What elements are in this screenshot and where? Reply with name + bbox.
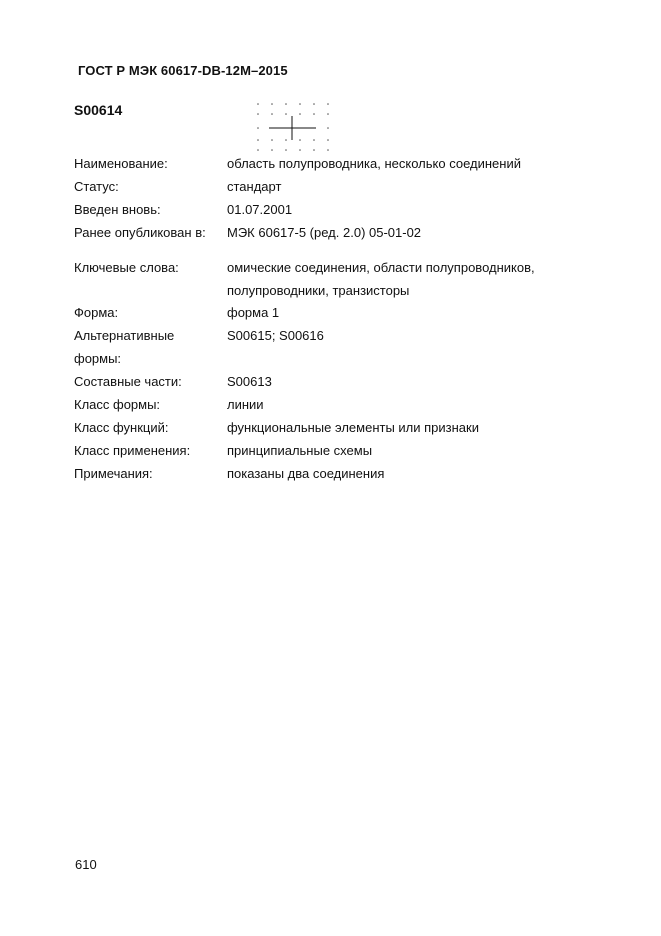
field-value: S00615; S00616: [227, 328, 324, 343]
symbol-graphic: [250, 96, 340, 154]
field-value: линии: [227, 397, 264, 412]
field-value: показаны два соединения: [227, 466, 385, 481]
field-value-line-2: полупроводники, транзисторы: [227, 283, 410, 298]
grid-dots: [257, 103, 329, 151]
field-label: Составные части:: [74, 374, 182, 389]
field-value-line-1: омические соединения, области полупроводников,: [227, 260, 535, 275]
field-label: Введен вновь:: [74, 202, 161, 217]
page-number: 610: [75, 857, 97, 872]
field-keywords: [74, 256, 594, 302]
field-label: Наименование:: [74, 156, 168, 171]
symbol-code: S00614: [74, 102, 123, 118]
field-value: функциональные элементы или признаки: [227, 420, 479, 435]
document-header: ГОСТ Р МЭК 60617-DB-12M–2015: [78, 63, 288, 78]
field-value: принципиальные схемы: [227, 443, 373, 458]
field-label: Ранее опубликован в:: [74, 225, 206, 240]
field-label: Примечания:: [74, 466, 153, 481]
field-value: форма 1: [227, 305, 280, 320]
field-label-line-2: формы:: [74, 351, 122, 366]
field-label: Форма:: [74, 305, 119, 320]
field-label-line-1: Альтернативные: [74, 328, 175, 343]
field-value: 01.07.2001: [227, 202, 293, 217]
field-alternative-forms: [74, 324, 594, 370]
field-value: S00613: [227, 374, 272, 389]
field-value: стандарт: [227, 179, 282, 194]
field-label: Класс применения:: [74, 443, 191, 458]
field-label: Статус:: [74, 179, 119, 194]
field-value: МЭК 60617-5 (ред. 2.0) 05-01-02: [227, 225, 422, 240]
field-label: Класс функций:: [74, 420, 169, 435]
field-label: Ключевые слова:: [74, 260, 179, 275]
field-label: Класс формы:: [74, 397, 161, 412]
field-value: область полупроводника, несколько соединений: [227, 156, 521, 171]
